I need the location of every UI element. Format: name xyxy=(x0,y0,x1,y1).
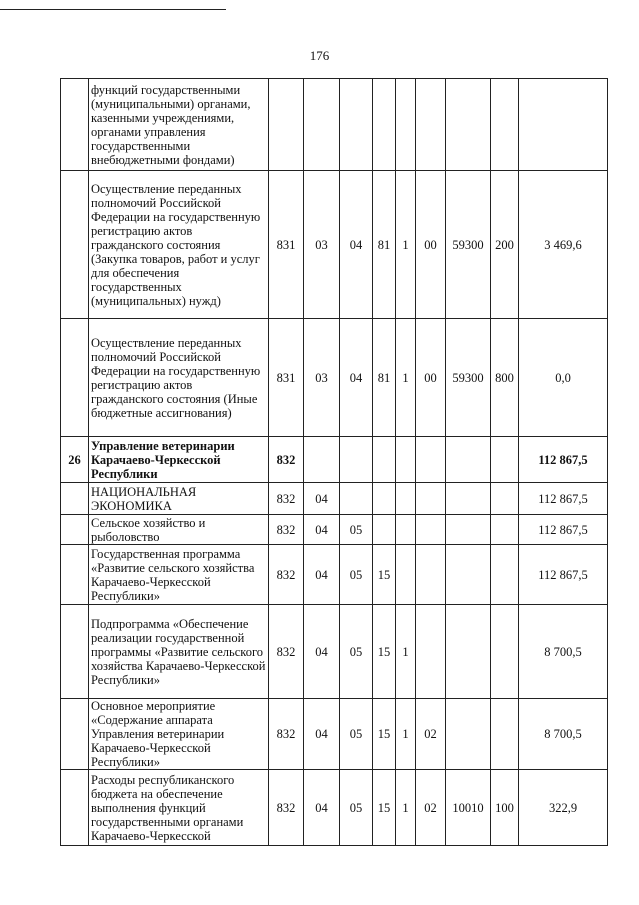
expense-type-code-cell xyxy=(491,545,519,605)
item-name-cell: Осуществление переданных полномочий Российской Федерации на государственную регистрацию актов гражданского состояния (Закупка товаров, работ и услуг для обеспечения государственных (муниципальных) нужд) xyxy=(89,171,269,319)
admin-code-cell xyxy=(269,79,304,171)
subsection-code-cell: 05 xyxy=(340,545,373,605)
amount-cell: 0,0 xyxy=(519,319,608,437)
budget-table xyxy=(60,78,608,846)
activity-code-cell xyxy=(416,437,446,483)
expense-type-code-cell: 200 xyxy=(491,171,519,319)
item-name-cell: Осуществление переданных полномочий Российской Федерации на государственную регистрацию актов гражданского состояния (Иные бюджетные ассигнования) xyxy=(89,319,269,437)
admin-code-cell: 831 xyxy=(269,319,304,437)
amount-cell: 112 867,5 xyxy=(519,515,608,545)
expense-type-code-cell: 100 xyxy=(491,770,519,846)
table-row xyxy=(61,171,608,319)
direction-code-cell xyxy=(446,79,491,171)
direction-code-cell: 59300 xyxy=(446,319,491,437)
subprogram-code-cell xyxy=(396,79,416,171)
direction-code-cell xyxy=(446,483,491,515)
program-code-cell: 15 xyxy=(373,770,396,846)
table-row xyxy=(61,319,608,437)
section-code-cell: 04 xyxy=(304,515,340,545)
table-row xyxy=(61,770,608,846)
table-row xyxy=(61,545,608,605)
activity-code-cell: 00 xyxy=(416,319,446,437)
activity-code-cell xyxy=(416,483,446,515)
subsection-code-cell: 05 xyxy=(340,515,373,545)
amount-cell: 112 867,5 xyxy=(519,545,608,605)
row-number-cell xyxy=(61,605,89,699)
section-code-cell: 04 xyxy=(304,699,340,770)
direction-code-cell: 10010 xyxy=(446,770,491,846)
subprogram-code-cell xyxy=(396,545,416,605)
table-row xyxy=(61,437,608,483)
admin-code-cell: 832 xyxy=(269,545,304,605)
top-rule xyxy=(0,9,226,10)
row-number-cell xyxy=(61,515,89,545)
activity-code-cell: 00 xyxy=(416,171,446,319)
program-code-cell xyxy=(373,483,396,515)
subprogram-code-cell: 1 xyxy=(396,605,416,699)
subsection-code-cell xyxy=(340,483,373,515)
row-number-cell xyxy=(61,171,89,319)
program-code-cell: 15 xyxy=(373,545,396,605)
direction-code-cell xyxy=(446,699,491,770)
row-number-cell xyxy=(61,770,89,846)
section-code-cell: 04 xyxy=(304,770,340,846)
subsection-code-cell: 05 xyxy=(340,605,373,699)
subprogram-code-cell xyxy=(396,483,416,515)
activity-code-cell xyxy=(416,605,446,699)
item-name-cell: Управление ветеринарии Карачаево-Черкесской Республики xyxy=(89,437,269,483)
activity-code-cell xyxy=(416,515,446,545)
direction-code-cell xyxy=(446,437,491,483)
activity-code-cell xyxy=(416,545,446,605)
subsection-code-cell: 04 xyxy=(340,319,373,437)
admin-code-cell: 831 xyxy=(269,171,304,319)
amount-cell: 3 469,6 xyxy=(519,171,608,319)
subprogram-code-cell: 1 xyxy=(396,770,416,846)
table-row xyxy=(61,605,608,699)
section-code-cell xyxy=(304,437,340,483)
page-number: 176 xyxy=(309,48,330,63)
subsection-code-cell: 04 xyxy=(340,171,373,319)
program-code-cell: 81 xyxy=(373,171,396,319)
section-code-cell xyxy=(304,79,340,171)
table-row xyxy=(61,79,608,171)
section-code-cell: 04 xyxy=(304,545,340,605)
program-code-cell: 15 xyxy=(373,699,396,770)
item-name-cell: Расходы республиканского бюджета на обеспечение выполнения функций государственными органами Карачаево-Черкесской xyxy=(89,770,269,846)
subsection-code-cell xyxy=(340,79,373,171)
expense-type-code-cell xyxy=(491,79,519,171)
expense-type-code-cell xyxy=(491,605,519,699)
direction-code-cell xyxy=(446,605,491,699)
program-code-cell xyxy=(373,79,396,171)
expense-type-code-cell xyxy=(491,699,519,770)
row-number-cell xyxy=(61,483,89,515)
subprogram-code-cell xyxy=(396,437,416,483)
subprogram-code-cell: 1 xyxy=(396,319,416,437)
direction-code-cell: 59300 xyxy=(446,171,491,319)
row-number-cell: 26 xyxy=(61,437,89,483)
subprogram-code-cell: 1 xyxy=(396,699,416,770)
program-code-cell: 81 xyxy=(373,319,396,437)
amount-cell: 112 867,5 xyxy=(519,437,608,483)
table-row xyxy=(61,483,608,515)
activity-code-cell: 02 xyxy=(416,770,446,846)
activity-code-cell: 02 xyxy=(416,699,446,770)
row-number-cell xyxy=(61,319,89,437)
expense-type-code-cell xyxy=(491,483,519,515)
program-code-cell xyxy=(373,437,396,483)
table-row xyxy=(61,699,608,770)
amount-cell: 322,9 xyxy=(519,770,608,846)
subprogram-code-cell: 1 xyxy=(396,171,416,319)
item-name-cell: Сельское хозяйство и рыболовство xyxy=(89,515,269,545)
expense-type-code-cell xyxy=(491,437,519,483)
admin-code-cell: 832 xyxy=(269,437,304,483)
amount-cell: 8 700,5 xyxy=(519,699,608,770)
section-code-cell: 03 xyxy=(304,319,340,437)
subsection-code-cell: 05 xyxy=(340,770,373,846)
row-number-cell xyxy=(61,545,89,605)
item-name-cell: Государственная программа «Развитие сельского хозяйства Карачаево-Черкесской Республики» xyxy=(89,545,269,605)
table-row xyxy=(61,515,608,545)
activity-code-cell xyxy=(416,79,446,171)
item-name-cell: НАЦИОНАЛЬНАЯ ЭКОНОМИКА xyxy=(89,483,269,515)
direction-code-cell xyxy=(446,515,491,545)
admin-code-cell: 832 xyxy=(269,605,304,699)
section-code-cell: 03 xyxy=(304,171,340,319)
amount-cell: 8 700,5 xyxy=(519,605,608,699)
subsection-code-cell: 05 xyxy=(340,699,373,770)
admin-code-cell: 832 xyxy=(269,515,304,545)
expense-type-code-cell: 800 xyxy=(491,319,519,437)
amount-cell: 112 867,5 xyxy=(519,483,608,515)
amount-cell xyxy=(519,79,608,171)
admin-code-cell: 832 xyxy=(269,770,304,846)
program-code-cell xyxy=(373,515,396,545)
subsection-code-cell xyxy=(340,437,373,483)
expense-type-code-cell xyxy=(491,515,519,545)
section-code-cell: 04 xyxy=(304,605,340,699)
item-name-cell: функций государственными (муниципальными) органами, казенными учреждениями, органами управления государственными внебюджетными фондами) xyxy=(89,79,269,171)
item-name-cell: Подпрограмма «Обеспечение реализации государственной программы «Развитие сельского хозяйства Карачаево-Черкесской Республики» xyxy=(89,605,269,699)
program-code-cell: 15 xyxy=(373,605,396,699)
section-code-cell: 04 xyxy=(304,483,340,515)
row-number-cell xyxy=(61,79,89,171)
admin-code-cell: 832 xyxy=(269,699,304,770)
item-name-cell: Основное мероприятие «Содержание аппарата Управления ветеринарии Карачаево-Черкесской Республики» xyxy=(89,699,269,770)
row-number-cell xyxy=(61,699,89,770)
subprogram-code-cell xyxy=(396,515,416,545)
admin-code-cell: 832 xyxy=(269,483,304,515)
direction-code-cell xyxy=(446,545,491,605)
